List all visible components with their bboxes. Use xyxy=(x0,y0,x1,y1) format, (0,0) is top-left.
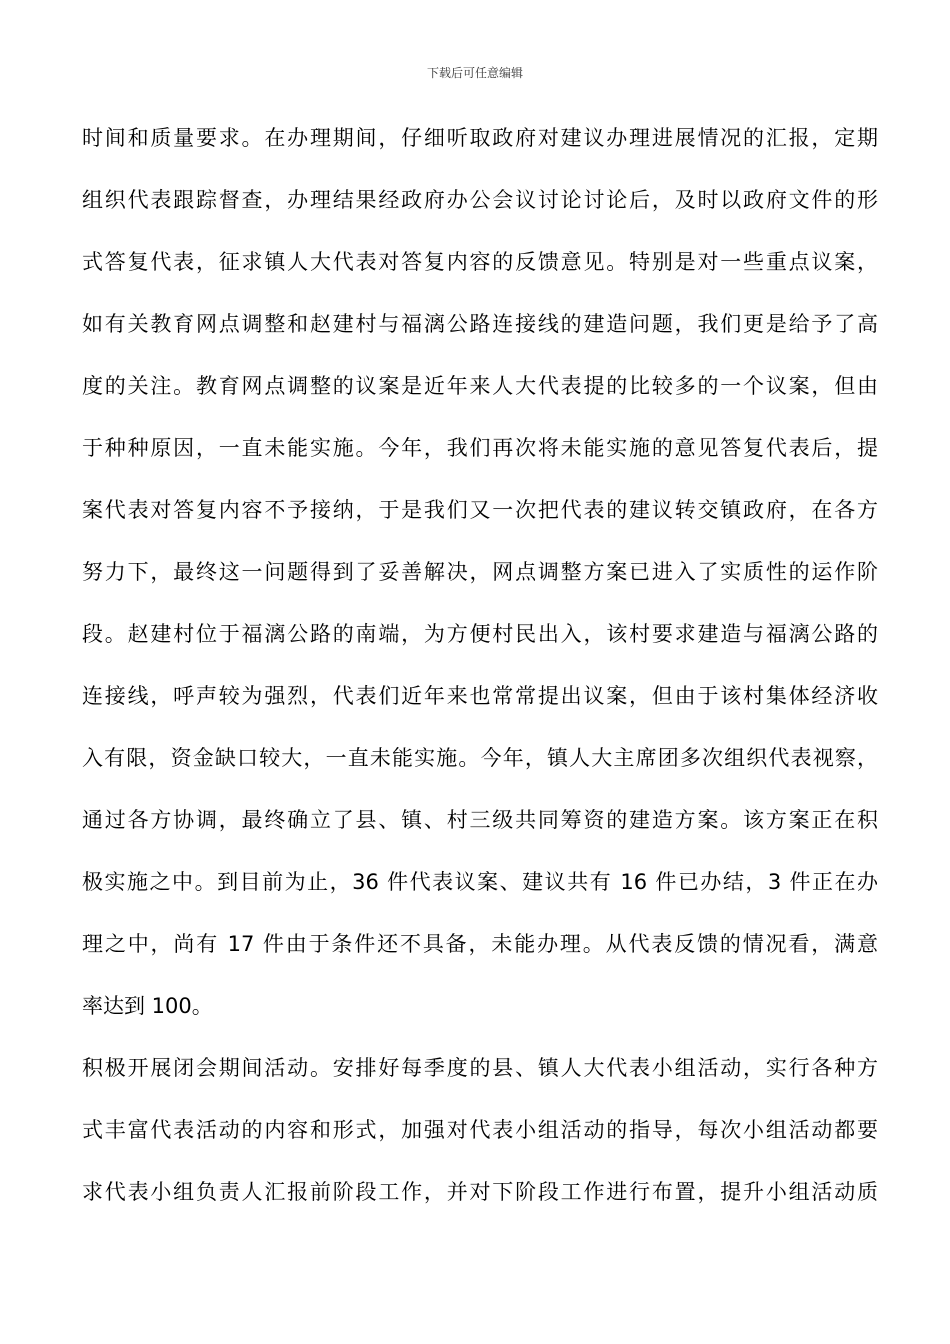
text-line: 通过各方协调，最终确立了县、镇、村三级共同筹资的建造方案。该方案正在积 xyxy=(82,808,878,832)
text-line: 积极开展闭会期间活动。安排好每季度的县、镇人大代表小组活动，实行各种方 xyxy=(82,1056,878,1080)
text-line: 式答复代表，征求镇人大代表对答复内容的反馈意见。特别是对一些重点议案， xyxy=(82,250,878,274)
paragraph-1 xyxy=(82,112,878,1042)
text-line: 度的关注。教育网点调整的议案是近年来人大代表提的比较多的一个议案，但由 xyxy=(82,374,878,398)
page-header-note: 下载后可任意编辑 xyxy=(426,66,523,80)
document-body xyxy=(82,112,878,1228)
paragraph-2 xyxy=(82,1042,878,1228)
text-line: 如有关教育网点调整和赵建村与福漓公路连接线的建造问题，我们更是给予了高 xyxy=(82,312,878,336)
text-line: 入有限，资金缺口较大，一直未能实施。今年，镇人大主席团多次组织代表视察， xyxy=(82,746,878,770)
text-line: 努力下，最终这一问题得到了妥善解决，网点调整方案已进入了实质性的运作阶 xyxy=(82,560,878,584)
text-line: 极实施之中。到目前为止，36 件代表议案、建议共有 16 件已办结，3 件正在办 xyxy=(82,870,878,894)
text-line: 时间和质量要求。在办理期间，仔细听取政府对建议办理进展情况的汇报，定期 xyxy=(82,126,878,150)
text-line: 组织代表跟踪督查，办理结果经政府办公会议讨论讨论后，及时以政府文件的形 xyxy=(82,188,878,212)
text-line: 式丰富代表活动的内容和形式，加强对代表小组活动的指导，每次小组活动都要 xyxy=(82,1118,878,1142)
text-line: 连接线，呼声较为强烈，代表们近年来也常常提出议案，但由于该村集体经济收 xyxy=(82,684,878,708)
text-line: 段。赵建村位于福漓公路的南端，为方便村民出入，该村要求建造与福漓公路的 xyxy=(82,622,878,646)
text-line: 率达到 100。 xyxy=(82,994,213,1018)
text-line: 理之中，尚有 17 件由于条件还不具备，未能办理。从代表反馈的情况看，满意 xyxy=(82,932,878,956)
text-line: 案代表对答复内容不予接纳，于是我们又一次把代表的建议转交镇政府，在各方 xyxy=(82,498,878,522)
text-line: 求代表小组负责人汇报前阶段工作，并对下阶段工作进行布置，提升小组活动质 xyxy=(82,1180,878,1204)
text-line: 于种种原因，一直未能实施。今年，我们再次将未能实施的意见答复代表后，提 xyxy=(82,436,878,460)
